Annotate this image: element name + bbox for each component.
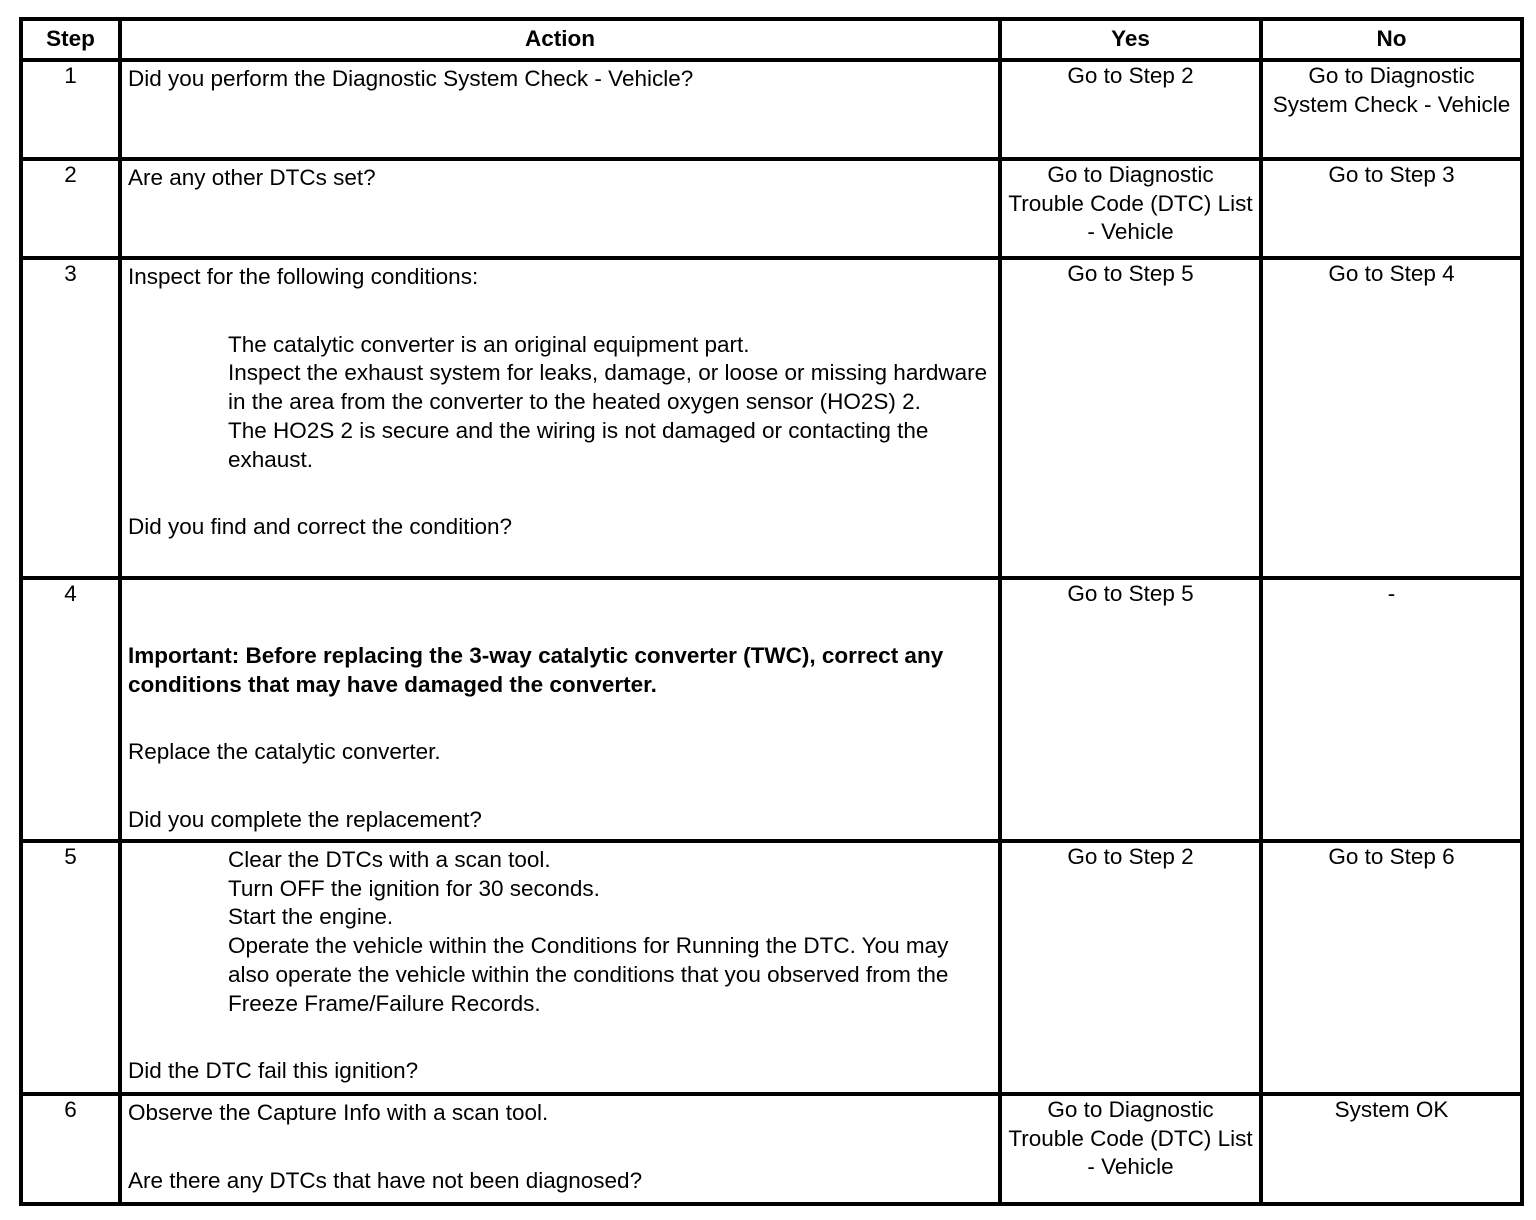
- table-row-step-6: [21, 1094, 1522, 1204]
- yes-cell: Go to Step 5: [1000, 578, 1261, 841]
- table-row-step-5: [21, 841, 1522, 1094]
- important-note: Important: Before replacing the 3-way catalytic converter (TWC), correct any conditions that may have damaged the converter.: [128, 643, 944, 697]
- no-cell: Go to Step 3: [1261, 159, 1522, 258]
- action-cell: [120, 578, 1000, 841]
- yes-cell: Go to Diagnostic Trouble Code (DTC) List - Vehicle: [1000, 1094, 1261, 1204]
- condition-list: [228, 331, 992, 475]
- action-cell: [120, 258, 1000, 578]
- question-text: Did you find and correct the condition?: [128, 514, 512, 540]
- yes-cell: Go to Diagnostic Trouble Code (DTC) List - Vehicle: [1000, 159, 1261, 258]
- table-row-step-1: [21, 60, 1522, 159]
- header-no: No: [1261, 19, 1522, 60]
- instruction-text: Replace the catalytic converter.: [128, 739, 441, 765]
- no-cell: Go to Step 6: [1261, 841, 1522, 1094]
- step-number: 5: [21, 841, 120, 1094]
- list-item: Turn OFF the ignition for 30 seconds.: [228, 875, 600, 901]
- no-cell: System OK: [1261, 1094, 1522, 1204]
- no-cell: -: [1261, 578, 1522, 841]
- table-row-step-4: [21, 578, 1522, 841]
- question-text: Did you perform the Diagnostic System Check - Vehicle?: [128, 66, 694, 91]
- yes-cell: Go to Step 2: [1000, 841, 1261, 1094]
- procedure-list: [228, 846, 992, 1018]
- list-item: Operate the vehicle within the Conditions for Running the DTC. You may also operate the vehicle within the conditions that you observed from the Freeze Frame/Failure Records.: [228, 933, 949, 1016]
- table-row-step-3: [21, 258, 1522, 578]
- step-number: 6: [21, 1094, 120, 1204]
- question-text: Are there any DTCs that have not been diagnosed?: [128, 1167, 643, 1193]
- no-cell: Go to Step 4: [1261, 258, 1522, 578]
- instruction-text: Observe the Capture Info with a scan tool.: [128, 1100, 549, 1125]
- list-item: Start the engine.: [228, 904, 394, 930]
- yes-cell: Go to Step 5: [1000, 258, 1261, 578]
- question-text: Are any other DTCs set?: [128, 165, 376, 190]
- list-item: Clear the DTCs with a scan tool.: [228, 847, 551, 872]
- intro-text: Inspect for the following conditions:: [128, 264, 479, 289]
- action-cell: [120, 1094, 1000, 1204]
- yes-cell: Go to Step 2: [1000, 60, 1261, 159]
- action-cell: [120, 60, 1000, 159]
- header-step: Step: [21, 19, 120, 60]
- table-row-step-2: [21, 159, 1522, 258]
- step-number: 1: [21, 60, 120, 159]
- list-item: Inspect the exhaust system for leaks, damage, or loose or missing hardware in the area from the converter to the heated oxygen sensor (HO2S) 2.: [228, 360, 988, 415]
- header-yes: Yes: [1000, 19, 1261, 60]
- step-number: 3: [21, 258, 120, 578]
- header-action: Action: [120, 19, 1000, 60]
- step-number: 4: [21, 578, 120, 841]
- question-text: Did the DTC fail this ignition?: [128, 1058, 419, 1084]
- list-item: The HO2S 2 is secure and the wiring is not damaged or contacting the exhaust.: [228, 417, 929, 472]
- no-cell: Go to Diagnostic System Check - Vehicle: [1261, 60, 1522, 159]
- diagnostic-table: [19, 17, 1524, 1206]
- header-row: [21, 19, 1522, 60]
- step-number: 2: [21, 159, 120, 258]
- question-text: Did you complete the replacement?: [128, 807, 482, 833]
- action-cell: [120, 159, 1000, 258]
- list-item: The catalytic converter is an original equipment part.: [228, 331, 750, 357]
- action-cell: [120, 841, 1000, 1094]
